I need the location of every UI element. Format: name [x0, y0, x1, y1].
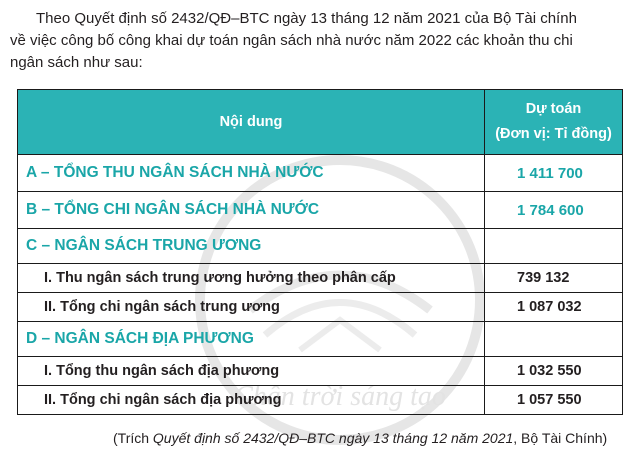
row-value: 739 132 — [485, 264, 623, 293]
table-row — [18, 192, 623, 229]
row-value: 1 087 032 — [485, 293, 623, 322]
row-label: B – TỔNG CHI NGÂN SÁCH NHÀ NƯỚC — [18, 192, 485, 229]
header-amount — [485, 90, 623, 155]
row-label: I. Tổng thu ngân sách địa phương — [18, 357, 485, 386]
intro-paragraph — [10, 8, 630, 74]
budget-table — [17, 89, 623, 415]
caption-close: , Bộ Tài Chính) — [513, 430, 608, 446]
table-row — [18, 357, 623, 386]
row-value: 1 784 600 — [485, 192, 623, 229]
intro-line-1: Theo Quyết định số 2432/QĐ–BTC ngày 13 tháng 12 năm 2021 của Bộ Tài chính — [36, 10, 577, 27]
table-row — [18, 229, 623, 264]
table-header-row — [18, 90, 623, 155]
row-label: C – NGÂN SÁCH TRUNG ƯƠNG — [18, 229, 485, 264]
row-value: 1 411 700 — [485, 155, 623, 192]
row-label: D – NGÂN SÁCH ĐỊA PHƯƠNG — [18, 322, 485, 357]
row-value — [485, 322, 623, 357]
table-row — [18, 293, 623, 322]
row-value: 1 032 550 — [485, 357, 623, 386]
intro-line-2: về việc công bố công khai dự toán ngân sách nhà nước năm 2022 các khoản thu chi — [10, 32, 573, 49]
header-content: Nội dung — [18, 90, 485, 155]
table-row — [18, 386, 623, 415]
caption-source-title: Quyết định số 2432/QĐ–BTC ngày 13 tháng 12 năm 2021 — [152, 430, 514, 446]
row-label: II. Tổng chi ngân sách trung ương — [18, 293, 485, 322]
source-caption — [113, 430, 607, 446]
row-value — [485, 229, 623, 264]
table-row — [18, 264, 623, 293]
row-value: 1 057 550 — [485, 386, 623, 415]
row-label: II. Tổng chi ngân sách địa phương — [18, 386, 485, 415]
table-row — [18, 155, 623, 192]
row-label: A – TỔNG THU NGÂN SÁCH NHÀ NƯỚC — [18, 155, 485, 192]
watermark-text: Chân trời sáng tạo — [234, 381, 446, 412]
intro-line-3: ngân sách như sau: — [10, 54, 143, 71]
table-row — [18, 322, 623, 357]
header-amount-title: Dự toán — [525, 101, 582, 117]
header-amount-unit: (Đơn vị: Tỉ đồng) — [495, 126, 612, 142]
caption-open: (Trích — [113, 430, 153, 446]
row-label: I. Thu ngân sách trung ương hưởng theo phân cấp — [18, 264, 485, 293]
